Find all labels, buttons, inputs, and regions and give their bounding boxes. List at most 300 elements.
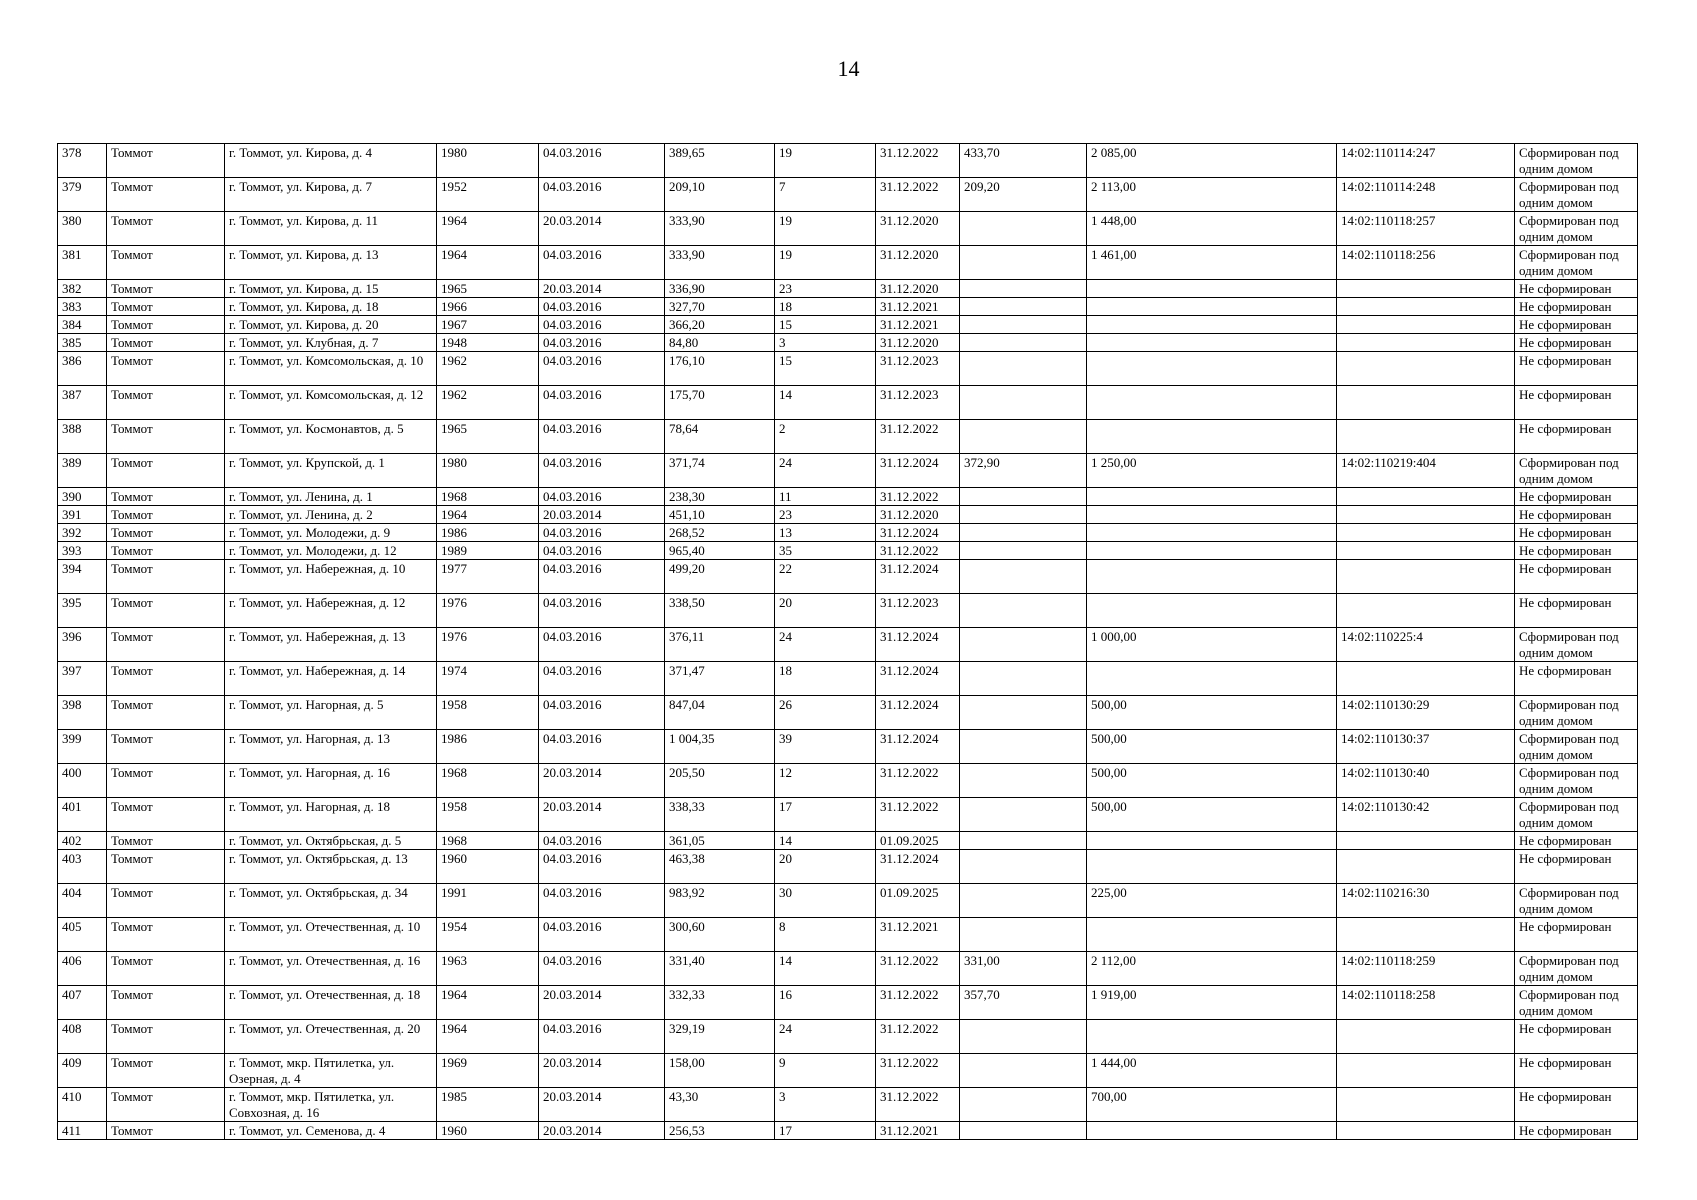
cell-survey-date: 04.03.2016 — [539, 850, 665, 884]
cell-survey-date: 04.03.2016 — [539, 542, 665, 560]
cell-area: 338,33 — [665, 798, 775, 832]
cell-year-built: 1952 — [437, 178, 539, 212]
cell-survey-date: 04.03.2016 — [539, 178, 665, 212]
cell-area: 983,92 — [665, 884, 775, 918]
cell-residents: 24 — [775, 628, 876, 662]
cell-cadastral-number: 14:02:110130:29 — [1337, 696, 1515, 730]
cell-area: 78,64 — [665, 420, 775, 454]
cell-row-number: 379 — [58, 178, 107, 212]
cell-residents: 19 — [775, 246, 876, 280]
cell-row-number: 386 — [58, 352, 107, 386]
cell-cadastral-number: 14:02:110118:256 — [1337, 246, 1515, 280]
cell-land-status: Не сформирован — [1515, 352, 1638, 386]
cell-area: 256,53 — [665, 1122, 775, 1140]
cell-land-status: Не сформирован — [1515, 832, 1638, 850]
cell-cadastral-number — [1337, 594, 1515, 628]
cell-year-built: 1968 — [437, 832, 539, 850]
cell-relocation-deadline: 31.12.2022 — [876, 986, 960, 1020]
cell-row-number: 400 — [58, 764, 107, 798]
cell-residents: 23 — [775, 506, 876, 524]
cell-relocation-deadline: 31.12.2024 — [876, 454, 960, 488]
cell-land-area-cadastral: 2 113,00 — [1087, 178, 1337, 212]
cell-residents: 30 — [775, 884, 876, 918]
cell-settlement: Томмот — [107, 454, 225, 488]
cell-land-status: Сформирован под одним домом — [1515, 696, 1638, 730]
cell-area: 1 004,35 — [665, 730, 775, 764]
cell-land-area-cadastral — [1087, 1020, 1337, 1054]
cell-survey-date: 20.03.2014 — [539, 986, 665, 1020]
table-row — [58, 884, 1638, 918]
cell-land-status: Не сформирован — [1515, 662, 1638, 696]
cell-residents: 7 — [775, 178, 876, 212]
cell-area: 451,10 — [665, 506, 775, 524]
cell-row-number: 383 — [58, 298, 107, 316]
cell-settlement: Томмот — [107, 316, 225, 334]
cell-land-area-actual — [960, 1088, 1087, 1122]
cell-land-area-actual — [960, 594, 1087, 628]
cell-relocation-deadline: 31.12.2024 — [876, 524, 960, 542]
cell-year-built: 1980 — [437, 454, 539, 488]
cell-row-number: 390 — [58, 488, 107, 506]
cell-row-number: 397 — [58, 662, 107, 696]
cell-settlement: Томмот — [107, 594, 225, 628]
cell-settlement: Томмот — [107, 696, 225, 730]
cell-relocation-deadline: 31.12.2022 — [876, 1020, 960, 1054]
cell-area: 371,74 — [665, 454, 775, 488]
cell-settlement: Томмот — [107, 628, 225, 662]
cell-year-built: 1989 — [437, 542, 539, 560]
cell-year-built: 1958 — [437, 696, 539, 730]
cell-cadastral-number — [1337, 524, 1515, 542]
cell-residents: 16 — [775, 986, 876, 1020]
cell-address: г. Томмот, ул. Октябрьская, д. 5 — [225, 832, 437, 850]
cell-land-status: Не сформирован — [1515, 334, 1638, 352]
cell-residents: 26 — [775, 696, 876, 730]
table-row — [58, 594, 1638, 628]
cell-land-area-cadastral: 700,00 — [1087, 1088, 1337, 1122]
cell-survey-date: 04.03.2016 — [539, 628, 665, 662]
cell-settlement: Томмот — [107, 798, 225, 832]
cell-land-area-cadastral: 1 461,00 — [1087, 246, 1337, 280]
cell-residents: 19 — [775, 212, 876, 246]
cell-year-built: 1948 — [437, 334, 539, 352]
cell-residents: 13 — [775, 524, 876, 542]
cell-survey-date: 04.03.2016 — [539, 918, 665, 952]
cell-cadastral-number: 14:02:110130:42 — [1337, 798, 1515, 832]
cell-year-built: 1969 — [437, 1054, 539, 1088]
cell-year-built: 1962 — [437, 386, 539, 420]
table-body — [58, 144, 1638, 1140]
cell-survey-date: 04.03.2016 — [539, 454, 665, 488]
cell-residents: 24 — [775, 454, 876, 488]
cell-land-area-actual — [960, 1054, 1087, 1088]
cell-area: 333,90 — [665, 246, 775, 280]
cell-row-number: 387 — [58, 386, 107, 420]
cell-land-area-cadastral: 1 000,00 — [1087, 628, 1337, 662]
cell-address: г. Томмот, ул. Набережная, д. 13 — [225, 628, 437, 662]
cell-row-number: 411 — [58, 1122, 107, 1140]
cell-row-number: 398 — [58, 696, 107, 730]
table-row — [58, 542, 1638, 560]
cell-year-built: 1964 — [437, 986, 539, 1020]
cell-land-status: Не сформирован — [1515, 850, 1638, 884]
table-row — [58, 386, 1638, 420]
table-row — [58, 696, 1638, 730]
cell-row-number: 389 — [58, 454, 107, 488]
cell-land-area-cadastral: 2 112,00 — [1087, 952, 1337, 986]
cell-survey-date: 04.03.2016 — [539, 298, 665, 316]
table-row — [58, 850, 1638, 884]
cell-residents: 19 — [775, 144, 876, 178]
cell-address: г. Томмот, ул. Молодежи, д. 12 — [225, 542, 437, 560]
cell-address: г. Томмот, ул. Крупской, д. 1 — [225, 454, 437, 488]
cell-residents: 14 — [775, 952, 876, 986]
cell-land-status: Не сформирован — [1515, 488, 1638, 506]
cell-address: г. Томмот, ул. Кирова, д. 7 — [225, 178, 437, 212]
table-row — [58, 488, 1638, 506]
cell-relocation-deadline: 31.12.2022 — [876, 952, 960, 986]
table-row — [58, 334, 1638, 352]
cell-residents: 15 — [775, 316, 876, 334]
cell-land-area-cadastral — [1087, 662, 1337, 696]
cell-land-area-actual — [960, 524, 1087, 542]
cell-survey-date: 04.03.2016 — [539, 560, 665, 594]
cell-survey-date: 20.03.2014 — [539, 506, 665, 524]
cell-survey-date: 04.03.2016 — [539, 730, 665, 764]
cell-residents: 39 — [775, 730, 876, 764]
cell-year-built: 1977 — [437, 560, 539, 594]
cell-area: 175,70 — [665, 386, 775, 420]
cell-land-status: Не сформирован — [1515, 1088, 1638, 1122]
cell-address: г. Томмот, ул. Клубная, д. 7 — [225, 334, 437, 352]
cell-relocation-deadline: 31.12.2020 — [876, 506, 960, 524]
cell-settlement: Томмот — [107, 524, 225, 542]
table-row — [58, 986, 1638, 1020]
cell-settlement: Томмот — [107, 952, 225, 986]
cell-land-status: Не сформирован — [1515, 1122, 1638, 1140]
cell-relocation-deadline: 01.09.2025 — [876, 832, 960, 850]
cell-area: 209,10 — [665, 178, 775, 212]
cell-row-number: 380 — [58, 212, 107, 246]
cell-cadastral-number — [1337, 832, 1515, 850]
cell-land-area-actual — [960, 280, 1087, 298]
cell-land-area-cadastral: 500,00 — [1087, 730, 1337, 764]
cell-relocation-deadline: 31.12.2021 — [876, 298, 960, 316]
table-row — [58, 1088, 1638, 1122]
cell-settlement: Томмот — [107, 730, 225, 764]
cell-area: 499,20 — [665, 560, 775, 594]
cell-settlement: Томмот — [107, 488, 225, 506]
cell-address: г. Томмот, ул. Семенова, д. 4 — [225, 1122, 437, 1140]
cell-area: 463,38 — [665, 850, 775, 884]
cell-survey-date: 04.03.2016 — [539, 246, 665, 280]
cell-survey-date: 20.03.2014 — [539, 280, 665, 298]
cell-survey-date: 04.03.2016 — [539, 884, 665, 918]
cell-relocation-deadline: 31.12.2020 — [876, 334, 960, 352]
cell-settlement: Томмот — [107, 506, 225, 524]
cell-address: г. Томмот, ул. Набережная, д. 12 — [225, 594, 437, 628]
page-number: 14 — [837, 56, 860, 81]
cell-land-area-cadastral — [1087, 832, 1337, 850]
cell-residents: 2 — [775, 420, 876, 454]
cell-year-built: 1968 — [437, 488, 539, 506]
cell-residents: 24 — [775, 1020, 876, 1054]
cell-address: г. Томмот, мкр. Пятилетка, ул. Озерная, д. 4 — [225, 1054, 437, 1088]
table-row — [58, 420, 1638, 454]
cell-cadastral-number — [1337, 352, 1515, 386]
cell-cadastral-number: 14:02:110118:259 — [1337, 952, 1515, 986]
cell-settlement: Томмот — [107, 178, 225, 212]
cell-settlement: Томмот — [107, 542, 225, 560]
cell-land-area-cadastral: 1 448,00 — [1087, 212, 1337, 246]
cell-land-area-actual — [960, 696, 1087, 730]
cell-land-area-cadastral: 1 919,00 — [1087, 986, 1337, 1020]
cell-survey-date: 04.03.2016 — [539, 316, 665, 334]
cell-settlement: Томмот — [107, 764, 225, 798]
cell-land-area-actual — [960, 798, 1087, 832]
cell-land-status: Не сформирован — [1515, 298, 1638, 316]
table-row — [58, 832, 1638, 850]
cell-land-status: Сформирован под одним домом — [1515, 212, 1638, 246]
cell-relocation-deadline: 31.12.2022 — [876, 798, 960, 832]
cell-year-built: 1954 — [437, 918, 539, 952]
cell-row-number: 395 — [58, 594, 107, 628]
cell-land-area-actual — [960, 850, 1087, 884]
cell-land-area-actual — [960, 730, 1087, 764]
cell-residents: 17 — [775, 1122, 876, 1140]
cell-area: 84,80 — [665, 334, 775, 352]
cell-relocation-deadline: 31.12.2024 — [876, 696, 960, 730]
cell-area: 329,19 — [665, 1020, 775, 1054]
cell-land-status: Не сформирован — [1515, 280, 1638, 298]
cell-land-status: Не сформирован — [1515, 420, 1638, 454]
cell-address: г. Томмот, ул. Кирова, д. 15 — [225, 280, 437, 298]
cell-year-built: 1964 — [437, 246, 539, 280]
cell-year-built: 1964 — [437, 506, 539, 524]
cell-land-area-cadastral: 500,00 — [1087, 798, 1337, 832]
cell-cadastral-number — [1337, 1020, 1515, 1054]
cell-residents: 20 — [775, 850, 876, 884]
cell-relocation-deadline: 31.12.2021 — [876, 918, 960, 952]
cell-area: 43,30 — [665, 1088, 775, 1122]
cell-land-area-actual: 331,00 — [960, 952, 1087, 986]
cell-land-status: Не сформирован — [1515, 918, 1638, 952]
table-row — [58, 316, 1638, 334]
cell-address: г. Томмот, ул. Нагорная, д. 13 — [225, 730, 437, 764]
cell-survey-date: 20.03.2014 — [539, 1054, 665, 1088]
table-row — [58, 560, 1638, 594]
cell-year-built: 1986 — [437, 730, 539, 764]
cell-area: 158,00 — [665, 1054, 775, 1088]
cell-land-status: Сформирован под одним домом — [1515, 246, 1638, 280]
cell-address: г. Томмот, ул. Нагорная, д. 5 — [225, 696, 437, 730]
cell-address: г. Томмот, ул. Кирова, д. 4 — [225, 144, 437, 178]
table-row — [58, 524, 1638, 542]
cell-survey-date: 04.03.2016 — [539, 1020, 665, 1054]
cell-relocation-deadline: 31.12.2020 — [876, 212, 960, 246]
cell-cadastral-number — [1337, 850, 1515, 884]
cell-row-number: 388 — [58, 420, 107, 454]
cell-land-area-actual — [960, 316, 1087, 334]
cell-row-number: 407 — [58, 986, 107, 1020]
cell-land-area-cadastral — [1087, 850, 1337, 884]
cell-cadastral-number — [1337, 662, 1515, 696]
cell-row-number: 385 — [58, 334, 107, 352]
cell-land-area-actual — [960, 628, 1087, 662]
table-row — [58, 764, 1638, 798]
cell-area: 376,11 — [665, 628, 775, 662]
cell-land-area-actual — [960, 764, 1087, 798]
cell-year-built: 1960 — [437, 1122, 539, 1140]
table-row — [58, 1122, 1638, 1140]
cell-land-area-actual — [960, 506, 1087, 524]
cell-row-number: 384 — [58, 316, 107, 334]
cell-cadastral-number — [1337, 280, 1515, 298]
cell-land-area-cadastral — [1087, 316, 1337, 334]
cell-survey-date: 04.03.2016 — [539, 352, 665, 386]
cell-settlement: Томмот — [107, 832, 225, 850]
cell-area: 327,70 — [665, 298, 775, 316]
cell-land-area-actual — [960, 420, 1087, 454]
cell-survey-date: 20.03.2014 — [539, 212, 665, 246]
cell-year-built: 1976 — [437, 594, 539, 628]
cell-relocation-deadline: 31.12.2022 — [876, 1088, 960, 1122]
cell-row-number: 396 — [58, 628, 107, 662]
cell-land-status: Сформирован под одним домом — [1515, 986, 1638, 1020]
cell-land-area-actual: 357,70 — [960, 986, 1087, 1020]
cell-land-status: Не сформирован — [1515, 560, 1638, 594]
cell-survey-date: 20.03.2014 — [539, 1088, 665, 1122]
cell-year-built: 1958 — [437, 798, 539, 832]
cell-area: 176,10 — [665, 352, 775, 386]
cell-land-area-cadastral: 1 250,00 — [1087, 454, 1337, 488]
cell-land-status: Сформирован под одним домом — [1515, 454, 1638, 488]
cell-cadastral-number: 14:02:110219:404 — [1337, 454, 1515, 488]
cell-land-area-cadastral — [1087, 524, 1337, 542]
cell-residents: 14 — [775, 832, 876, 850]
cell-land-status: Сформирован под одним домом — [1515, 178, 1638, 212]
cell-land-area-actual — [960, 560, 1087, 594]
cell-land-area-cadastral — [1087, 334, 1337, 352]
cell-land-area-actual — [960, 212, 1087, 246]
cell-relocation-deadline: 31.12.2022 — [876, 144, 960, 178]
cell-address: г. Томмот, ул. Кирова, д. 13 — [225, 246, 437, 280]
cell-area: 389,65 — [665, 144, 775, 178]
cell-area: 333,90 — [665, 212, 775, 246]
cell-cadastral-number — [1337, 488, 1515, 506]
cell-survey-date: 04.03.2016 — [539, 488, 665, 506]
cell-residents: 23 — [775, 280, 876, 298]
cell-cadastral-number — [1337, 316, 1515, 334]
cell-year-built: 1962 — [437, 352, 539, 386]
cell-land-area-actual: 209,20 — [960, 178, 1087, 212]
cell-residents: 18 — [775, 662, 876, 696]
cell-area: 965,40 — [665, 542, 775, 560]
cell-land-status: Не сформирован — [1515, 594, 1638, 628]
cell-address: г. Томмот, ул. Отечественная, д. 18 — [225, 986, 437, 1020]
table-row — [58, 1020, 1638, 1054]
cell-relocation-deadline: 31.12.2024 — [876, 662, 960, 696]
table-row — [58, 506, 1638, 524]
cell-survey-date: 20.03.2014 — [539, 798, 665, 832]
cell-settlement: Томмот — [107, 386, 225, 420]
cell-land-area-actual — [960, 918, 1087, 952]
cell-year-built: 1967 — [437, 316, 539, 334]
cell-survey-date: 04.03.2016 — [539, 952, 665, 986]
cell-survey-date: 20.03.2014 — [539, 1122, 665, 1140]
table-row — [58, 280, 1638, 298]
cell-address: г. Томмот, ул. Набережная, д. 14 — [225, 662, 437, 696]
cell-cadastral-number: 14:02:110118:257 — [1337, 212, 1515, 246]
cell-row-number: 393 — [58, 542, 107, 560]
cell-settlement: Томмот — [107, 298, 225, 316]
cell-settlement: Томмот — [107, 144, 225, 178]
table-row — [58, 952, 1638, 986]
cell-settlement: Томмот — [107, 662, 225, 696]
cell-settlement: Томмот — [107, 280, 225, 298]
cell-year-built: 1965 — [437, 280, 539, 298]
cell-land-status: Не сформирован — [1515, 386, 1638, 420]
cell-land-area-cadastral: 500,00 — [1087, 764, 1337, 798]
cell-relocation-deadline: 31.12.2020 — [876, 246, 960, 280]
cell-relocation-deadline: 31.12.2020 — [876, 280, 960, 298]
cell-row-number: 403 — [58, 850, 107, 884]
cell-row-number: 392 — [58, 524, 107, 542]
cell-relocation-deadline: 31.12.2023 — [876, 594, 960, 628]
cell-area: 366,20 — [665, 316, 775, 334]
cell-cadastral-number — [1337, 918, 1515, 952]
cell-survey-date: 04.03.2016 — [539, 386, 665, 420]
cell-row-number: 410 — [58, 1088, 107, 1122]
cell-land-area-actual — [960, 298, 1087, 316]
cell-address: г. Томмот, ул. Молодежи, д. 9 — [225, 524, 437, 542]
cell-land-area-cadastral — [1087, 488, 1337, 506]
cell-address: г. Томмот, ул. Кирова, д. 11 — [225, 212, 437, 246]
cell-survey-date: 20.03.2014 — [539, 764, 665, 798]
cell-residents: 3 — [775, 334, 876, 352]
cell-relocation-deadline: 01.09.2025 — [876, 884, 960, 918]
table-row — [58, 178, 1638, 212]
cell-cadastral-number: 14:02:110225:4 — [1337, 628, 1515, 662]
cell-address: г. Томмот, ул. Отечественная, д. 16 — [225, 952, 437, 986]
cell-residents: 8 — [775, 918, 876, 952]
cell-survey-date: 04.03.2016 — [539, 420, 665, 454]
cell-address: г. Томмот, ул. Ленина, д. 1 — [225, 488, 437, 506]
cell-cadastral-number: 14:02:110216:30 — [1337, 884, 1515, 918]
cell-relocation-deadline: 31.12.2022 — [876, 542, 960, 560]
cell-land-status: Сформирован под одним домом — [1515, 628, 1638, 662]
cell-cadastral-number — [1337, 1088, 1515, 1122]
cell-row-number: 405 — [58, 918, 107, 952]
housing-registry-table — [57, 143, 1638, 1140]
cell-survey-date: 04.03.2016 — [539, 696, 665, 730]
table-row — [58, 918, 1638, 952]
table-row — [58, 246, 1638, 280]
cell-relocation-deadline: 31.12.2022 — [876, 1054, 960, 1088]
cell-land-status: Сформирован под одним домом — [1515, 144, 1638, 178]
cell-cadastral-number — [1337, 298, 1515, 316]
cell-settlement: Томмот — [107, 212, 225, 246]
cell-cadastral-number — [1337, 542, 1515, 560]
cell-relocation-deadline: 31.12.2023 — [876, 386, 960, 420]
cell-land-area-cadastral — [1087, 298, 1337, 316]
cell-address: г. Томмот, ул. Нагорная, д. 18 — [225, 798, 437, 832]
cell-cadastral-number: 14:02:110130:40 — [1337, 764, 1515, 798]
cell-relocation-deadline: 31.12.2022 — [876, 178, 960, 212]
cell-land-area-actual — [960, 488, 1087, 506]
cell-land-area-actual — [960, 1020, 1087, 1054]
cell-survey-date: 04.03.2016 — [539, 832, 665, 850]
